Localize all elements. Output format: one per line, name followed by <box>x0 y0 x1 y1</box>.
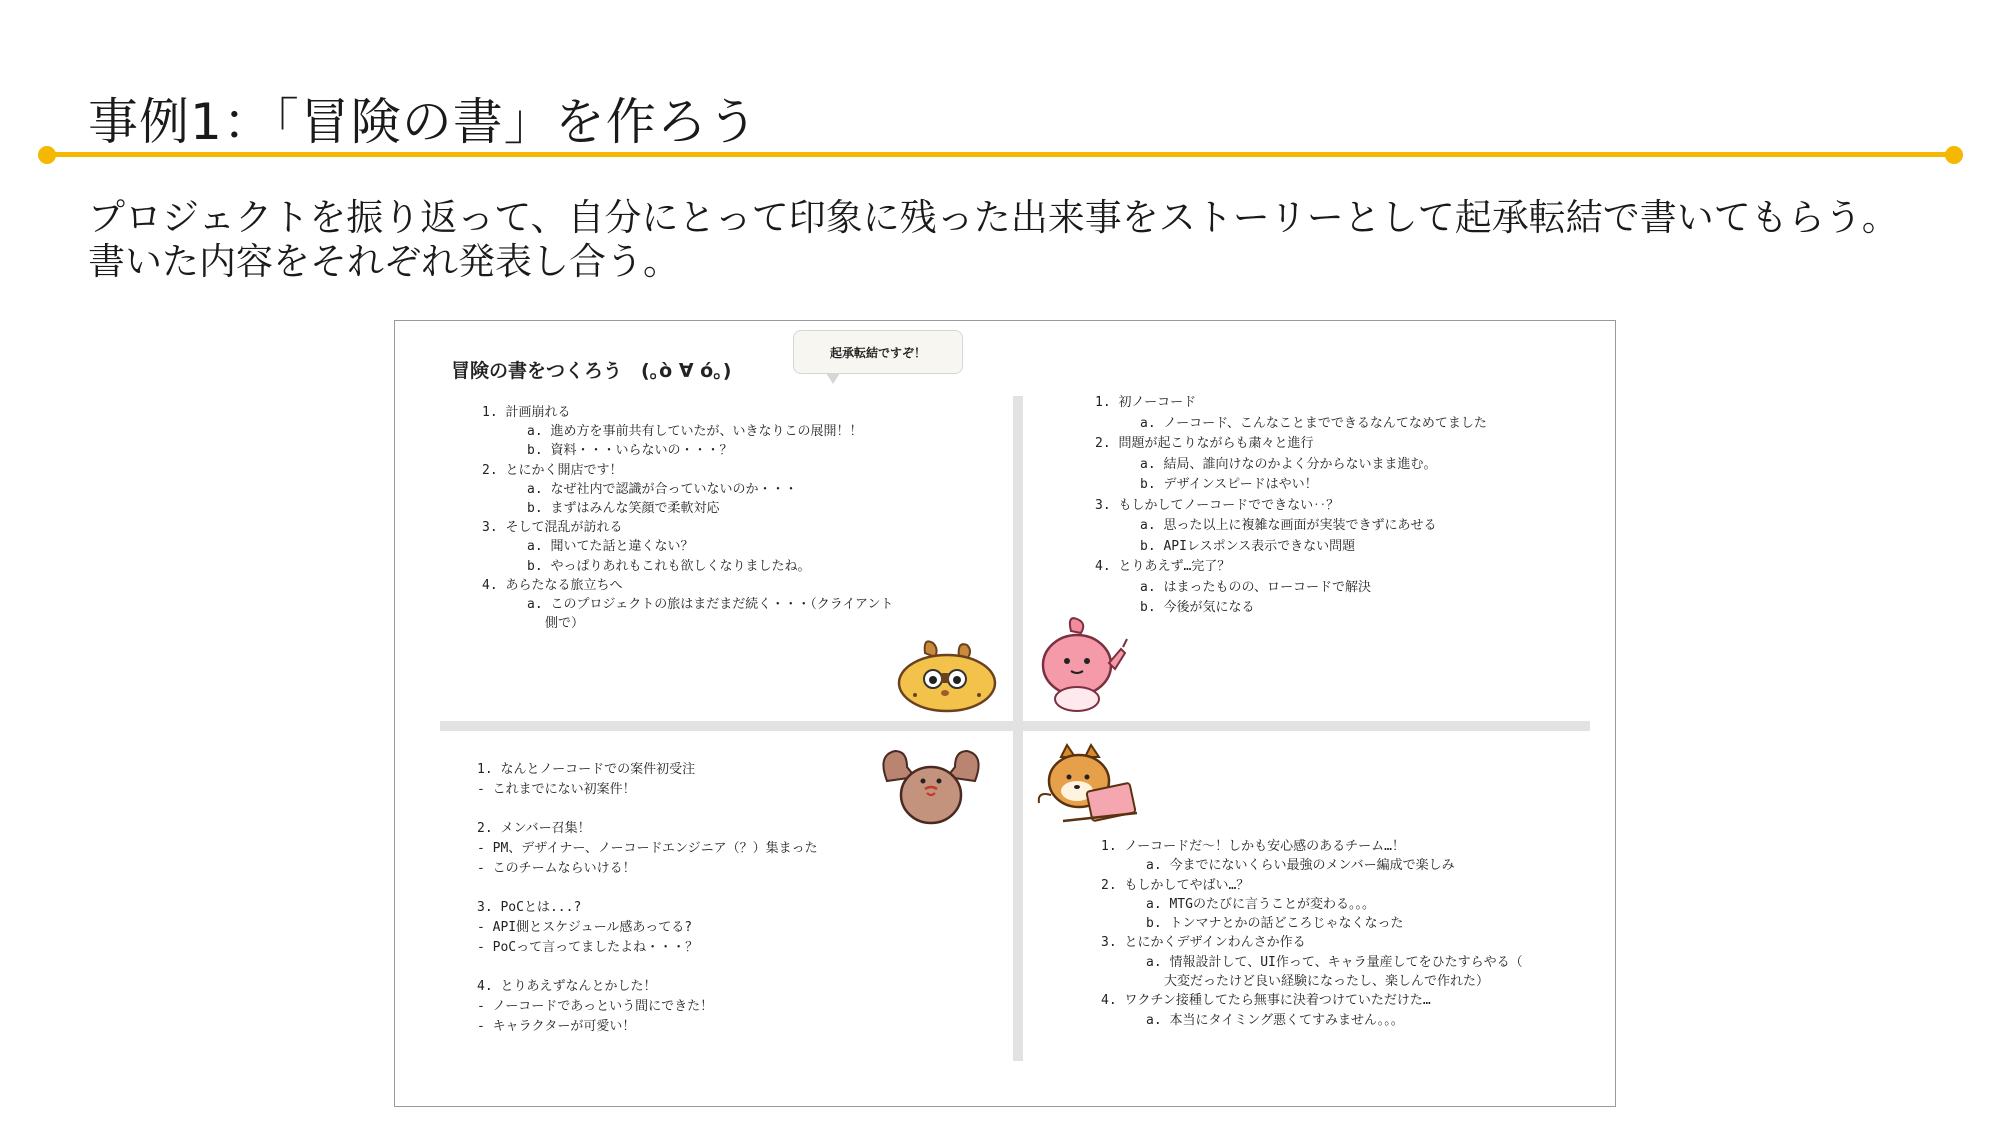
list-item: a. 聞いてた話と違くない？ <box>527 539 694 555</box>
list-spacer <box>477 879 818 898</box>
title-underline <box>46 152 1954 157</box>
list-item: 大変だったけど良い経験になったし、楽しんで作れた） <box>1164 974 1490 990</box>
list-item: - このチームならいける！ <box>477 861 636 876</box>
underline-left-dot <box>38 146 56 164</box>
list-item: 3. そして混乱が訪れる <box>482 520 623 536</box>
list-item: - これまでにない初案件！ <box>477 782 636 797</box>
list-item: 1. 計画崩れる <box>482 405 571 420</box>
description-line-1: プロジェクトを振り返って、自分にとって印象に残った出来事をストーリーとして起承転結で書いてもらう。 <box>88 196 1899 239</box>
list-item: a. 本当にタイミング悪くてすみません。。。 <box>1146 1012 1404 1028</box>
list-item: 3. もしかしてノーコードでできない‥？ <box>1095 497 1340 513</box>
list-item: - キャラクターが可愛い！ <box>477 1019 636 1034</box>
list-item: a. 情報設計して、UI作って、キャラ量産してをひたすらやる（ <box>1146 954 1523 970</box>
list-item: a. 結局、誰向けなのかよく分からないまま進む。 <box>1140 456 1437 472</box>
list-item: b. トンマナとかの話どころじゃなくなった <box>1146 916 1404 932</box>
list-item: b. APIレスポンス表示できない問題 <box>1140 538 1356 554</box>
list-item: 4. とりあえず…完了？ <box>1095 559 1231 574</box>
list-item: 1. なんとノーコードでの案件初受注 <box>477 762 696 777</box>
quadrant-top-right <box>1095 393 1487 619</box>
list-item: b. 資料・・・いらないの・・・？ <box>527 443 733 459</box>
list-item: - API側とスケジュール感あってる? <box>477 920 693 935</box>
pink-bunny-character-icon <box>1027 613 1137 713</box>
underline-right-dot <box>1945 146 1963 164</box>
list-item: 2. もしかしてやばい…？ <box>1101 877 1250 893</box>
bread-character-icon <box>895 633 999 715</box>
list-item: a. 今までにないくらい最強のメンバー編成で楽しみ <box>1146 858 1455 874</box>
list-item: 2. メンバー召集！ <box>477 821 591 836</box>
list-item: b. まずはみんな笑顔で柔軟対応 <box>527 500 720 516</box>
list-spacer <box>477 800 818 819</box>
speech-bubble-text: 起承転結ですぞ！ <box>829 345 926 360</box>
list-item: 4. とりあえずなんとかした！ <box>477 979 657 994</box>
list-spacer <box>477 958 818 977</box>
list-item: 4. あらたなる旅立ちへ <box>482 577 623 593</box>
list-item: a. はまったものの、ローコードで解決 <box>1140 579 1371 595</box>
quadrant-top-left <box>482 403 893 633</box>
list-item: a. このプロジェクトの旅はまだまだ続く・・・（クライアント <box>527 596 894 612</box>
list-item: 2. 問題が起こりながらも粛々と進行 <box>1095 436 1314 451</box>
slide-title: 事例1：「冒険の書」を作ろう <box>88 93 759 151</box>
list-item: 3. PoCとは...? <box>477 900 582 915</box>
quadrant-bottom-left <box>477 760 818 1037</box>
list-item: 2. とにかく開店です！ <box>482 462 623 478</box>
speech-bubble <box>793 330 963 374</box>
list-item: 1. ノーコードだ～！しかも安心感のあるチーム…！ <box>1101 839 1405 854</box>
list-item: b. やっぱりあれもこれも欲しくなりましたね。 <box>527 558 811 574</box>
horizontal-divider <box>440 721 1590 731</box>
list-item: b. デザインスピードはやい！ <box>1140 477 1318 492</box>
list-item: a. なぜ社内で認識が合っていないのか・・・ <box>527 481 798 497</box>
list-item: a. 思った以上に複雑な画面が実装できずにあせる <box>1140 518 1437 533</box>
adventure-book-image <box>394 320 1616 1107</box>
list-item: 4. ワクチン接種してたら無事に決着つけていただけた… <box>1101 993 1431 1009</box>
quadrant-bottom-right <box>1101 837 1523 1030</box>
list-item: 1. 初ノーコード <box>1095 395 1197 410</box>
card-title: 冒険の書をつくろう (｡ò ∀ ó｡) <box>451 360 732 382</box>
list-item: - PoCって言ってましたよね・・・？ <box>477 940 699 955</box>
list-item: - ノーコードであっという間にできた！ <box>477 999 714 1014</box>
shiba-laptop-character-icon <box>1033 743 1139 829</box>
list-item: b. 今後が気になる <box>1140 600 1255 615</box>
list-item: a. MTGのたびに言うことが変わる。。。 <box>1146 896 1375 912</box>
muscle-character-icon <box>877 741 985 825</box>
list-item: a. ノーコード、こんなことまでできるなんてなめてました <box>1140 415 1487 431</box>
list-item: 側で） <box>545 616 585 632</box>
description-line-2: 書いた内容をそれぞれ発表し合う。 <box>88 240 680 283</box>
list-item: 3. とにかくデザインわんさか作る <box>1101 935 1306 951</box>
slide-description <box>88 196 1899 284</box>
list-item: a. 進め方を事前共有していたが、いきなりこの展開！！ <box>527 424 863 440</box>
list-item: - PM、デザイナー、ノーコードエンジニア（？）集まった <box>477 841 818 856</box>
